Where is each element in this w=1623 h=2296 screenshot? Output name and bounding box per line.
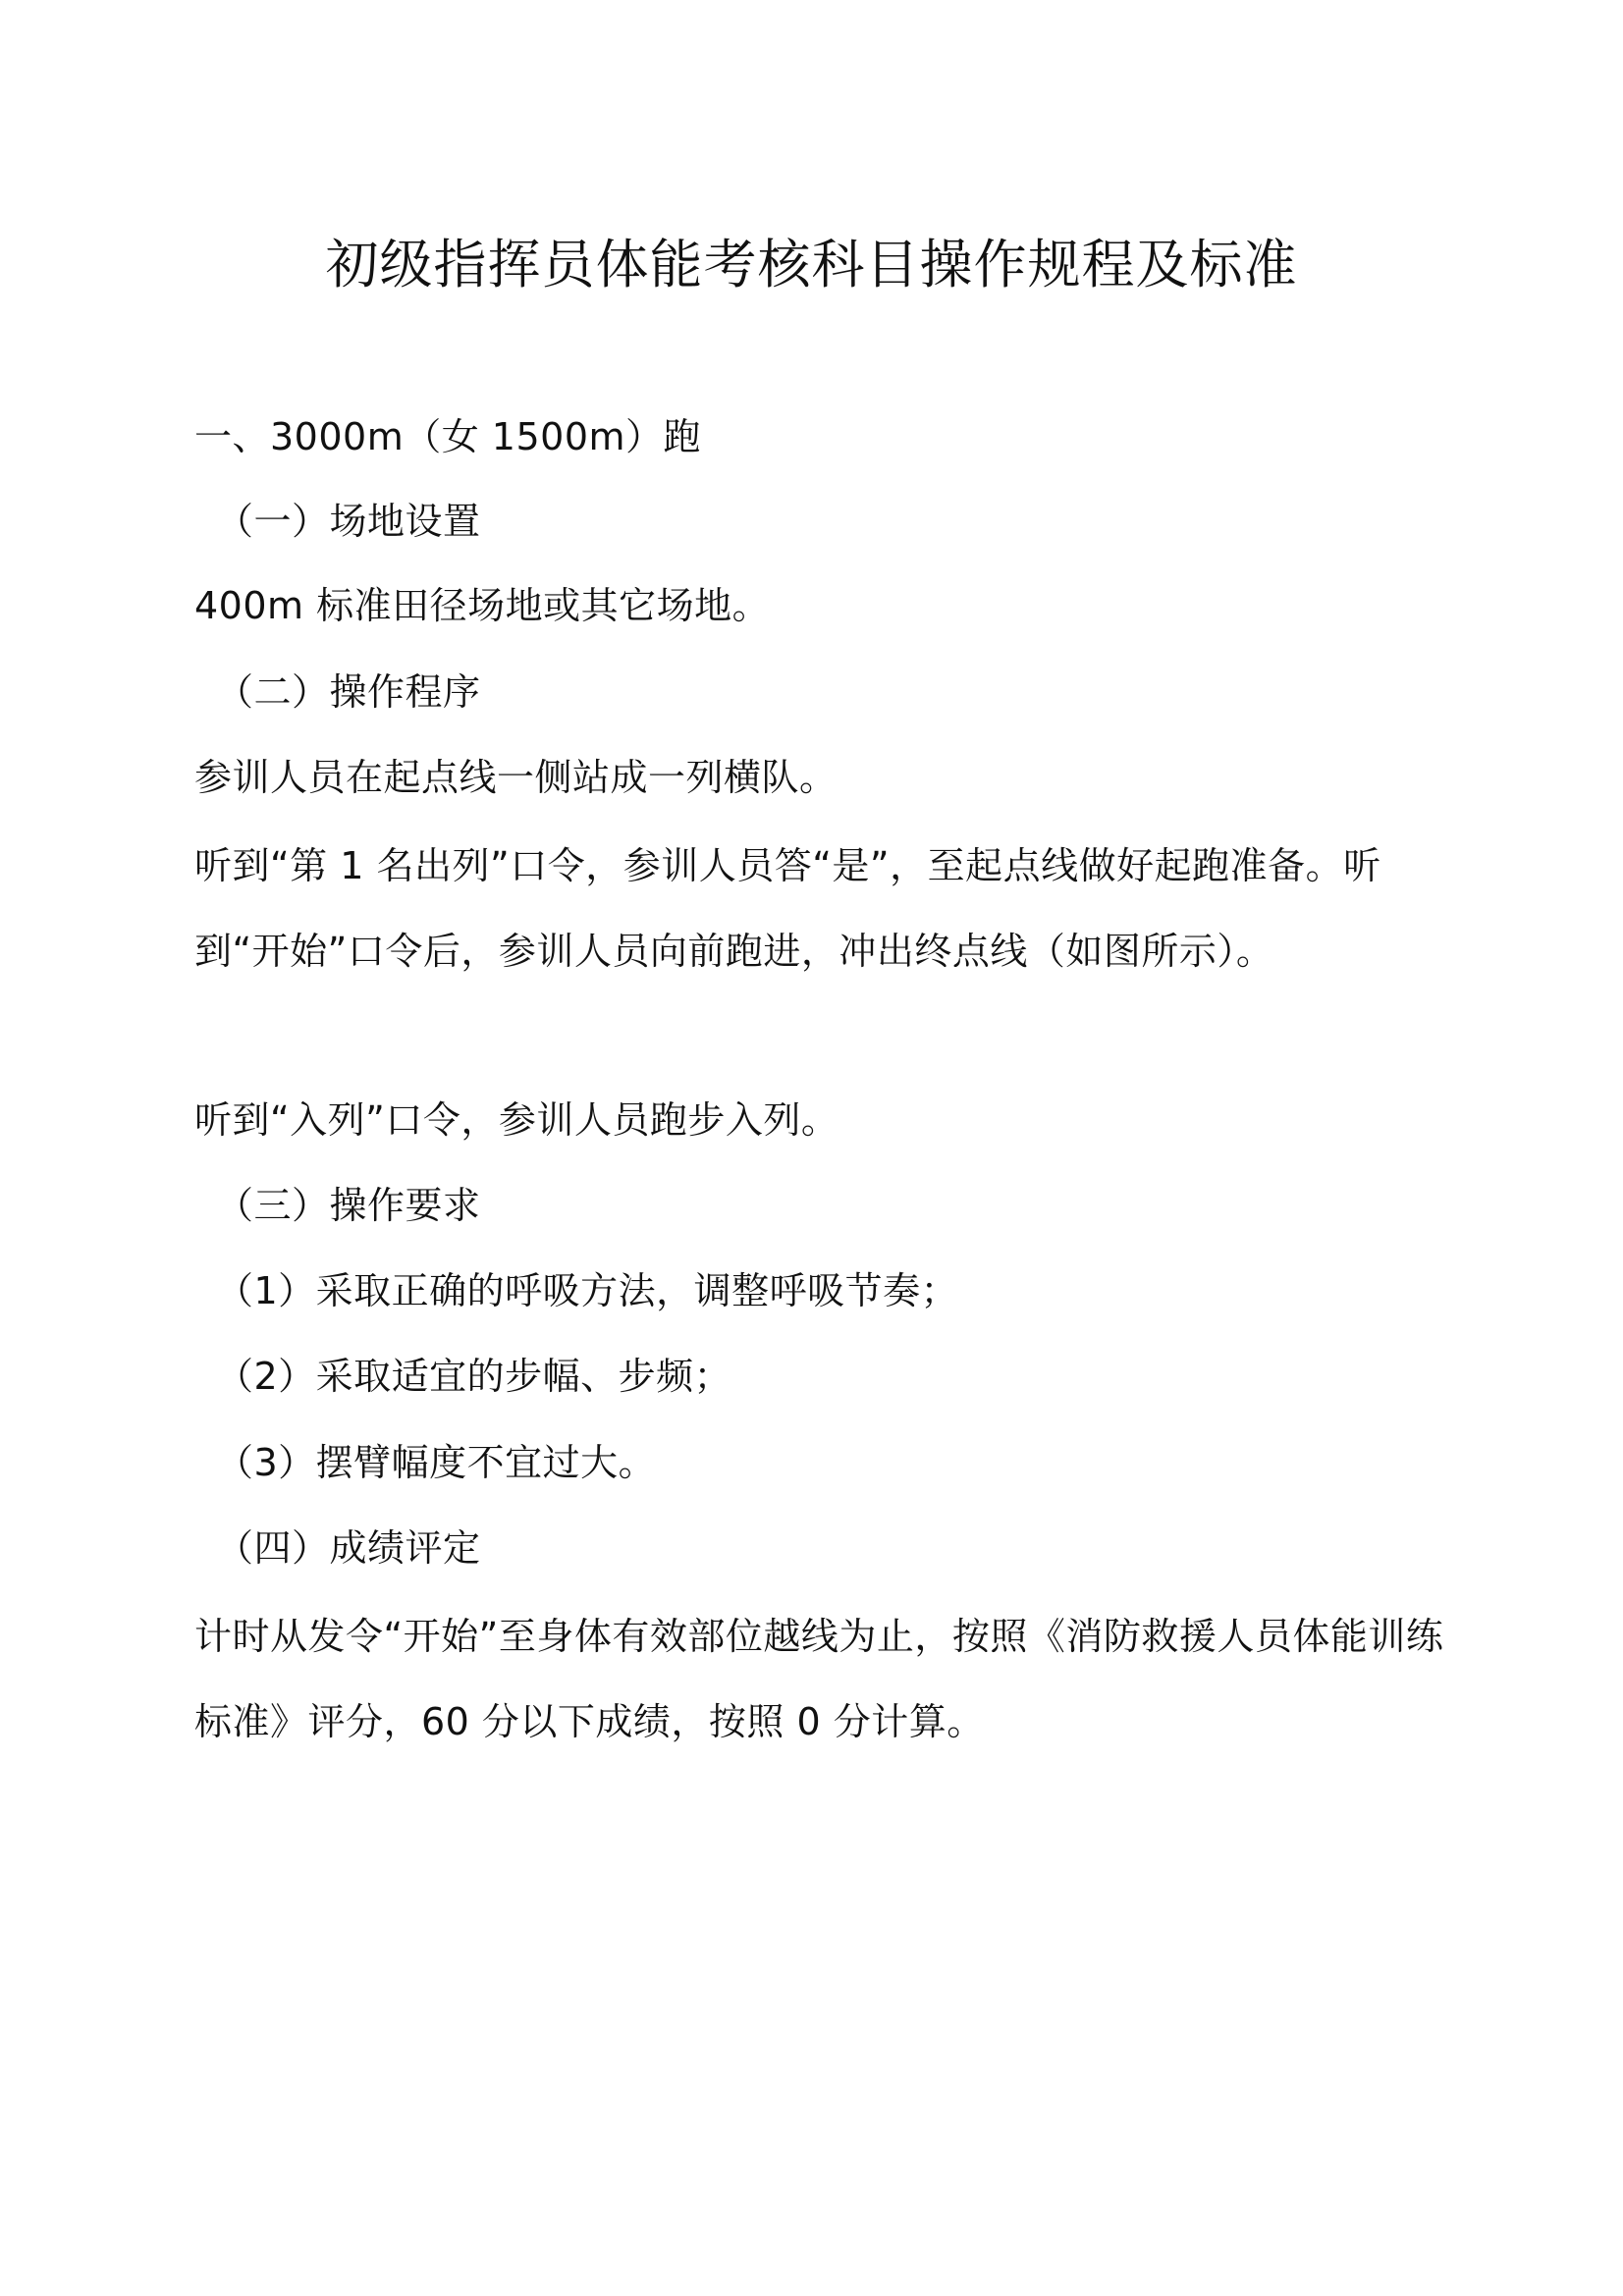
venue-description: 400m 标准田径场地或其它场地。 bbox=[194, 584, 771, 627]
requirement-2: （2）采取适宜的步幅、步频； bbox=[216, 1355, 732, 1398]
requirement-1: （1）采取正确的呼吸方法，调整呼吸节奏； bbox=[216, 1269, 959, 1312]
procedure-step-2: 听到“第 1 名出列”口令，参训人员答“是”，至起点线做好起跑准备。听到“开始”口令后，参训人员向前跑进，冲出终点线（如图所示）。 bbox=[194, 844, 1381, 973]
subsection-scoring: （四）成绩评定 bbox=[216, 1526, 481, 1570]
requirement-3: （3）摆臂幅度不宜过大。 bbox=[216, 1441, 657, 1484]
procedure-step-1: 参训人员在起点线一侧站成一列横队。 bbox=[194, 756, 838, 799]
procedure-step-3: 听到“入列”口令，参训人员跑步入列。 bbox=[194, 1098, 839, 1142]
scoring-description: 计时从发令“开始”至身体有效部位越线为止，按照《消防救援人员体能训练标准》评分，60 分以下成绩，按照 0 分计算。 bbox=[194, 1615, 1444, 1743]
section-heading-run: 一、3000m（女 1500m）跑 bbox=[194, 415, 702, 458]
document-title: 初级指挥员体能考核科目操作规程及标准 bbox=[325, 234, 1298, 295]
subsection-venue-setup: （一）场地设置 bbox=[216, 500, 481, 543]
subsection-requirements: （三）操作要求 bbox=[216, 1184, 481, 1227]
subsection-procedure: （二）操作程序 bbox=[216, 670, 481, 714]
